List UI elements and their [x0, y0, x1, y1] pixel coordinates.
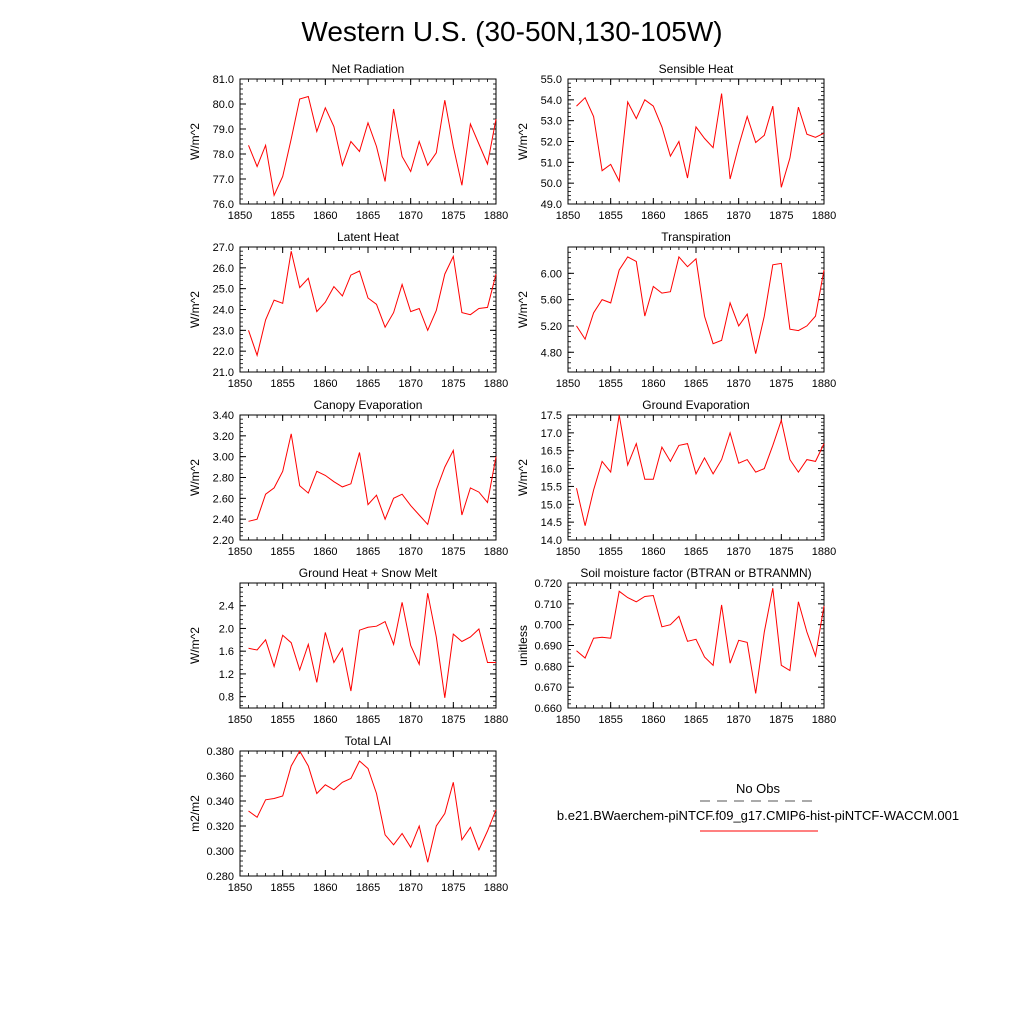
y-axis-label: W/m^2: [188, 627, 202, 664]
x-tick-label: 1860: [313, 546, 338, 558]
x-tick-label: 1860: [313, 714, 338, 726]
chart-panel: [188, 566, 508, 726]
x-tick-label: 1875: [441, 714, 466, 726]
y-tick-label: 5.20: [540, 320, 562, 333]
y-tick-label: 0.8: [218, 691, 234, 704]
x-tick-label: 1855: [270, 210, 295, 222]
x-tick-label: 1850: [227, 882, 253, 894]
chart-panel: [188, 734, 508, 894]
y-tick-label: 15.5: [540, 481, 562, 494]
x-tick-label: 1860: [641, 546, 666, 558]
y-tick-label: 0.360: [206, 771, 234, 783]
y-tick-label: 0.720: [534, 578, 562, 590]
x-tick-label: 1855: [270, 714, 295, 726]
y-tick-label: 3.40: [212, 410, 234, 422]
x-tick-label: 1875: [769, 378, 794, 390]
x-tick-label: 1850: [227, 210, 253, 222]
x-tick-label: 1870: [726, 714, 751, 726]
y-axis-label: W/m^2: [516, 291, 530, 328]
legend-obs-label: No Obs: [735, 781, 781, 796]
panel-title: Ground Evaporation: [642, 398, 750, 412]
y-tick-label: 51.0: [540, 157, 562, 170]
x-tick-label: 1880: [811, 714, 837, 726]
y-tick-label: 26.0: [212, 262, 234, 275]
panel-title: Net Radiation: [331, 62, 405, 76]
panel-title: Sensible Heat: [658, 62, 734, 76]
panel-title: Total LAI: [344, 734, 392, 748]
y-tick-label: 1.6: [218, 646, 234, 659]
x-tick-label: 1865: [683, 210, 709, 222]
y-tick-label: 2.0: [218, 623, 234, 636]
x-tick-label: 1875: [769, 546, 794, 558]
x-tick-label: 1880: [483, 882, 509, 894]
y-tick-label: 24.0: [212, 304, 234, 317]
y-tick-label: 55.0: [540, 74, 562, 86]
x-tick-label: 1870: [398, 714, 423, 726]
y-tick-label: 17.0: [540, 427, 562, 440]
y-tick-label: 2.80: [212, 472, 234, 485]
x-tick-label: 1870: [398, 378, 423, 390]
x-tick-label: 1870: [398, 210, 423, 222]
y-tick-label: 4.80: [540, 347, 562, 360]
y-tick-label: 0.660: [534, 703, 562, 715]
x-tick-label: 1880: [483, 378, 509, 390]
x-tick-label: 1855: [598, 378, 623, 390]
panel-title: Ground Heat + Snow Melt: [298, 566, 438, 580]
y-tick-label: 0.340: [206, 796, 234, 808]
y-tick-label: 2.40: [212, 514, 234, 527]
x-tick-label: 1860: [313, 378, 338, 390]
x-tick-label: 1880: [483, 210, 509, 222]
panel-title: Soil moisture factor (BTRAN or BTRANMN): [580, 566, 812, 580]
y-axis-label: W/m^2: [188, 291, 202, 328]
y-axis-label: m2/m2: [188, 795, 202, 832]
plot-frame: [240, 415, 496, 540]
x-tick-label: 1865: [355, 210, 381, 222]
chart-panel: [188, 62, 508, 222]
y-tick-label: 16.0: [540, 463, 562, 476]
x-tick-label: 1870: [726, 210, 751, 222]
y-tick-label: 80.0: [212, 99, 234, 111]
series-line: [577, 415, 825, 526]
series-line: [249, 751, 497, 862]
x-tick-label: 1865: [683, 546, 709, 558]
plot-frame: [240, 247, 496, 372]
series-line: [249, 251, 497, 355]
x-tick-label: 1875: [769, 210, 794, 222]
y-tick-label: 2.4: [218, 600, 234, 613]
x-tick-label: 1860: [641, 210, 666, 222]
y-tick-label: 49.0: [540, 199, 562, 211]
x-tick-label: 1880: [483, 714, 509, 726]
x-tick-label: 1865: [683, 378, 709, 390]
y-tick-label: 6.00: [540, 268, 562, 281]
y-tick-label: 81.0: [212, 74, 234, 86]
x-tick-label: 1875: [441, 378, 466, 390]
series-line: [249, 434, 497, 525]
y-axis-label: W/m^2: [516, 123, 530, 160]
y-tick-label: 2.60: [212, 493, 234, 506]
panels-group: [188, 62, 836, 894]
chart-panel: [516, 230, 836, 390]
y-tick-label: 23.0: [212, 325, 234, 338]
y-tick-label: 27.0: [212, 242, 234, 254]
x-tick-label: 1875: [441, 546, 466, 558]
panel-title: Latent Heat: [336, 230, 400, 244]
x-tick-label: 1860: [641, 378, 666, 390]
x-tick-label: 1855: [598, 210, 623, 222]
y-tick-label: 1.2: [218, 668, 234, 681]
y-tick-label: 0.710: [534, 598, 562, 611]
series-line: [577, 257, 825, 354]
x-tick-label: 1875: [441, 882, 466, 894]
x-tick-label: 1855: [598, 546, 623, 558]
x-tick-label: 1850: [555, 714, 581, 726]
y-tick-label: 0.380: [206, 746, 234, 758]
y-tick-label: 54.0: [540, 94, 562, 107]
y-tick-label: 0.680: [534, 661, 562, 674]
y-tick-label: 0.320: [206, 821, 234, 833]
x-tick-label: 1850: [227, 378, 253, 390]
y-tick-label: 17.5: [540, 410, 562, 422]
chart-panel: [516, 566, 836, 726]
y-tick-label: 15.0: [540, 499, 562, 512]
y-tick-label: 3.00: [212, 451, 234, 464]
x-tick-label: 1870: [398, 546, 423, 558]
x-tick-label: 1850: [555, 546, 581, 558]
y-tick-label: 0.280: [206, 871, 234, 883]
y-tick-label: 0.690: [534, 640, 562, 653]
y-axis-label: W/m^2: [516, 459, 530, 496]
y-axis-label: unitless: [516, 625, 530, 666]
legend-model-label: b.e21.BWaerchem-piNTCF.f09_g17.CMIP6-hist-piNTCF-WACCM.001: [556, 808, 960, 823]
chart-panel: [516, 62, 836, 222]
y-tick-label: 14.0: [540, 535, 562, 547]
series-line: [577, 588, 825, 693]
x-tick-label: 1860: [313, 210, 338, 222]
x-tick-label: 1855: [270, 378, 295, 390]
chart-panel: [188, 398, 508, 558]
x-tick-label: 1865: [355, 378, 381, 390]
y-tick-label: 79.0: [212, 124, 234, 136]
y-tick-label: 50.0: [540, 178, 562, 191]
legend: [557, 781, 959, 831]
chart-panel: [188, 230, 508, 390]
plot-frame: [568, 247, 824, 372]
y-tick-label: 16.5: [540, 445, 562, 458]
x-tick-label: 1850: [227, 546, 253, 558]
x-tick-label: 1865: [355, 882, 381, 894]
x-tick-label: 1850: [555, 210, 581, 222]
plot-frame: [568, 79, 824, 204]
x-tick-label: 1880: [811, 378, 837, 390]
x-tick-label: 1880: [483, 546, 509, 558]
y-tick-label: 5.60: [540, 294, 562, 307]
y-tick-label: 53.0: [540, 115, 562, 128]
plot-frame: [240, 583, 496, 708]
y-tick-label: 21.0: [212, 367, 234, 379]
y-tick-label: 25.0: [212, 283, 234, 296]
y-tick-label: 2.20: [212, 535, 234, 547]
figure-title: Western U.S. (30-50N,130-105W): [301, 16, 723, 47]
chart-panel: [516, 398, 836, 558]
x-tick-label: 1880: [811, 546, 837, 558]
y-tick-label: 14.5: [540, 517, 562, 530]
y-tick-label: 78.0: [212, 149, 234, 161]
y-tick-label: 77.0: [212, 174, 234, 186]
y-axis-label: W/m^2: [188, 459, 202, 496]
x-tick-label: 1860: [641, 714, 666, 726]
y-tick-label: 0.300: [206, 846, 234, 858]
x-tick-label: 1875: [441, 210, 466, 222]
x-tick-label: 1860: [313, 882, 338, 894]
x-tick-label: 1870: [726, 378, 751, 390]
series-line: [249, 97, 497, 196]
x-tick-label: 1870: [398, 882, 423, 894]
x-tick-label: 1870: [726, 546, 751, 558]
y-tick-label: 22.0: [212, 346, 234, 359]
x-tick-label: 1865: [355, 714, 381, 726]
y-tick-label: 3.20: [212, 430, 234, 443]
x-tick-label: 1865: [683, 714, 709, 726]
x-tick-label: 1865: [355, 546, 381, 558]
y-tick-label: 0.670: [534, 682, 562, 695]
series-line: [249, 593, 497, 698]
panel-title: Canopy Evaporation: [313, 398, 423, 412]
panel-title: Transpiration: [661, 230, 731, 244]
y-tick-label: 52.0: [540, 136, 562, 149]
plot-frame: [568, 415, 824, 540]
y-tick-label: 76.0: [212, 199, 234, 211]
x-tick-label: 1855: [270, 546, 295, 558]
series-line: [577, 94, 825, 188]
x-tick-label: 1880: [811, 210, 837, 222]
x-tick-label: 1855: [598, 714, 623, 726]
x-tick-label: 1855: [270, 882, 295, 894]
y-tick-label: 0.700: [534, 619, 562, 632]
y-axis-label: W/m^2: [188, 123, 202, 160]
x-tick-label: 1850: [555, 378, 581, 390]
plot-frame: [568, 583, 824, 708]
x-tick-label: 1850: [227, 714, 253, 726]
x-tick-label: 1875: [769, 714, 794, 726]
